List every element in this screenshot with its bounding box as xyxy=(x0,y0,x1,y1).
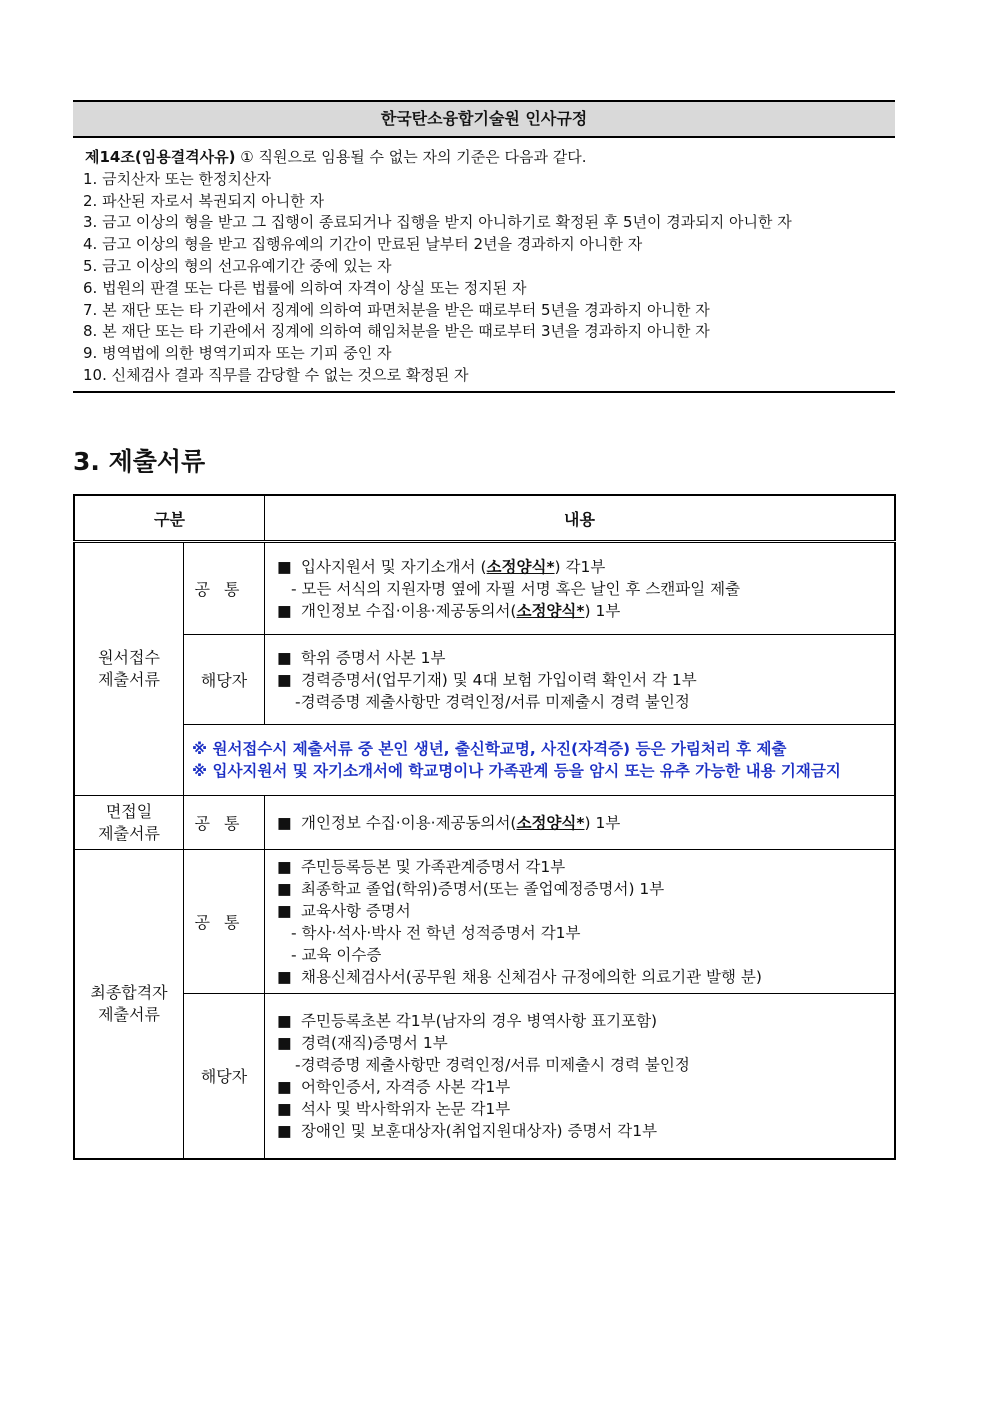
list-item: ■ 학위 증명서 사본 1부 xyxy=(277,648,446,667)
table-row xyxy=(74,796,895,850)
section-title: 3. 제출서류 xyxy=(73,447,206,476)
table-row xyxy=(74,542,895,635)
list-item: ■ 최종학교 졸업(학위)증명서(또는 졸업예정증명서) 1부 xyxy=(277,879,665,898)
notice-text: ※ 입사지원서 및 자기소개서에 학교명이나 가족관계 등을 암시 또는 유추 가능한 내용 기재금지 xyxy=(192,762,841,780)
regulation-box xyxy=(73,100,895,393)
article-intro: ① 직원으로 임용될 수 없는 자의 기준은 다음과 같다. xyxy=(240,148,587,166)
documents-table xyxy=(73,494,896,1160)
regulation-title: 한국탄소융합기술원 인사규정 xyxy=(73,100,895,138)
bullet-icon: ■ xyxy=(277,1033,292,1052)
table-row xyxy=(74,994,895,1159)
list-item: ■ 개인정보 수집·이용·제공동의서(소정양식*) 1부 xyxy=(277,601,621,620)
regulation-item: 2. 파산된 자로서 복권되지 아니한 자 xyxy=(83,191,325,210)
list-item: ■ 주민등록초본 각1부(남자의 경우 병역사항 표기포함) xyxy=(277,1011,658,1030)
bullet-icon: ■ xyxy=(277,1099,292,1118)
list-item: ■ 장애인 및 보훈대상자(취업지원대상자) 증명서 각1부 xyxy=(277,1121,658,1140)
sub-common: 공통 xyxy=(184,850,265,994)
bullet-icon: ■ xyxy=(277,879,292,898)
content-application-notice xyxy=(184,725,896,796)
category-final: 최종합격자 제출서류 xyxy=(74,850,184,1159)
list-item-note: - 교육 이수증 xyxy=(291,945,382,964)
bullet-icon: ■ xyxy=(277,901,292,920)
bullet-icon: ■ xyxy=(277,813,292,832)
sub-applicable: 해당자 xyxy=(184,994,265,1159)
list-item: ■ 입사지원서 및 자기소개서 (소정양식*) 각1부 xyxy=(277,557,606,576)
category-application: 원서접수 제출서류 xyxy=(74,542,184,796)
bullet-icon: ■ xyxy=(277,557,292,576)
table-row xyxy=(74,850,895,994)
form-label: 소정양식* xyxy=(486,557,555,576)
content-application-common xyxy=(265,542,896,635)
sub-applicable: 해당자 xyxy=(184,635,265,725)
regulation-body xyxy=(73,138,895,393)
content-application-applicable xyxy=(265,635,896,725)
sub-common: 공통 xyxy=(184,542,265,635)
list-item: ■ 주민등록등본 및 가족관계증명서 각1부 xyxy=(277,857,566,876)
form-label: 소정양식* xyxy=(516,601,585,620)
regulation-item: 3. 금고 이상의 형을 받고 그 집행이 종료되거나 집행을 받지 아니하기로 확정된 후 5년이 경과되지 아니한 자 xyxy=(83,213,792,232)
list-item: ■ 채용신체검사서(공무원 채용 신체검사 규정에의한 의료기관 발행 분) xyxy=(277,967,762,986)
regulation-item: 5. 금고 이상의 형의 선고유예기간 중에 있는 자 xyxy=(83,256,392,275)
category-interview: 면접일 제출서류 xyxy=(74,796,184,850)
content-final-applicable xyxy=(265,994,896,1159)
regulation-item: 8. 본 재단 또는 타 기관에서 징계에 의하여 해임처분을 받은 때로부터 3년을 경과하지 아니한 자 xyxy=(83,322,710,341)
notice-text: ※ 원서접수시 제출서류 중 본인 생년, 출신학교명, 사진(자격증) 등은 가림처리 후 제출 xyxy=(192,740,787,758)
bullet-icon: ■ xyxy=(277,967,292,986)
list-item: ■ 개인정보 수집·이용·제공동의서(소정양식*) 1부 xyxy=(277,813,621,832)
list-item: ■ 어학인증서, 자격증 사본 각1부 xyxy=(277,1077,511,1096)
regulation-item: 10. 신체검사 결과 직무를 감당할 수 없는 것으로 확정된 자 xyxy=(83,365,469,384)
bullet-icon: ■ xyxy=(277,1121,292,1140)
list-item: ■ 경력(재직)증명서 1부 xyxy=(277,1033,448,1052)
list-item-note: - 학사·석사·박사 전 학년 성적증명서 각1부 xyxy=(291,923,581,942)
header-content: 내용 xyxy=(265,495,896,542)
content-interview-common xyxy=(265,796,896,850)
article-line xyxy=(83,147,895,169)
list-item: ■ 교육사항 증명서 xyxy=(277,901,411,920)
form-label: 소정양식* xyxy=(516,813,585,832)
list-item-note: - 모든 서식의 지원자명 옆에 자필 서명 혹은 날인 후 스캔파일 제출 xyxy=(291,579,741,598)
regulation-item: 9. 병역법에 의한 병역기피자 또는 기피 중인 자 xyxy=(83,344,392,363)
bullet-icon: ■ xyxy=(277,1077,292,1096)
list-item-note: -경력증명 제출사항만 경력인정/서류 미제출시 경력 불인정 xyxy=(295,692,690,711)
article-heading: 제14조(임용결격사유) xyxy=(85,148,236,166)
list-item-note: -경력증명 제출사항만 경력인정/서류 미제출시 경력 불인정 xyxy=(295,1055,690,1074)
regulation-item: 4. 금고 이상의 형을 받고 집행유예의 기간이 만료된 날부터 2년을 경과하지 아니한 자 xyxy=(83,235,643,254)
table-header-row xyxy=(74,495,895,542)
table-row xyxy=(74,635,895,725)
regulation-item: 7. 본 재단 또는 타 기관에서 징계에 의하여 파면처분을 받은 때로부터 5년을 경과하지 아니한 자 xyxy=(83,300,710,319)
bullet-icon: ■ xyxy=(277,670,292,689)
regulation-item: 6. 법원의 판결 또는 다른 법률에 의하여 자격이 상실 또는 정지된 자 xyxy=(83,278,527,297)
sub-common: 공통 xyxy=(184,796,265,850)
bullet-icon: ■ xyxy=(277,857,292,876)
table-row xyxy=(74,725,895,796)
list-item: ■ 석사 및 박사학위자 논문 각1부 xyxy=(277,1099,511,1118)
content-final-common xyxy=(265,850,896,994)
list-item: ■ 경력증명서(업무기재) 및 4대 보험 가입이력 확인서 각 1부 xyxy=(277,670,697,689)
bullet-icon: ■ xyxy=(277,601,292,620)
header-category: 구분 xyxy=(74,495,265,542)
bullet-icon: ■ xyxy=(277,1011,292,1030)
regulation-item: 1. 금치산자 또는 한정치산자 xyxy=(83,169,272,188)
bullet-icon: ■ xyxy=(277,648,292,667)
